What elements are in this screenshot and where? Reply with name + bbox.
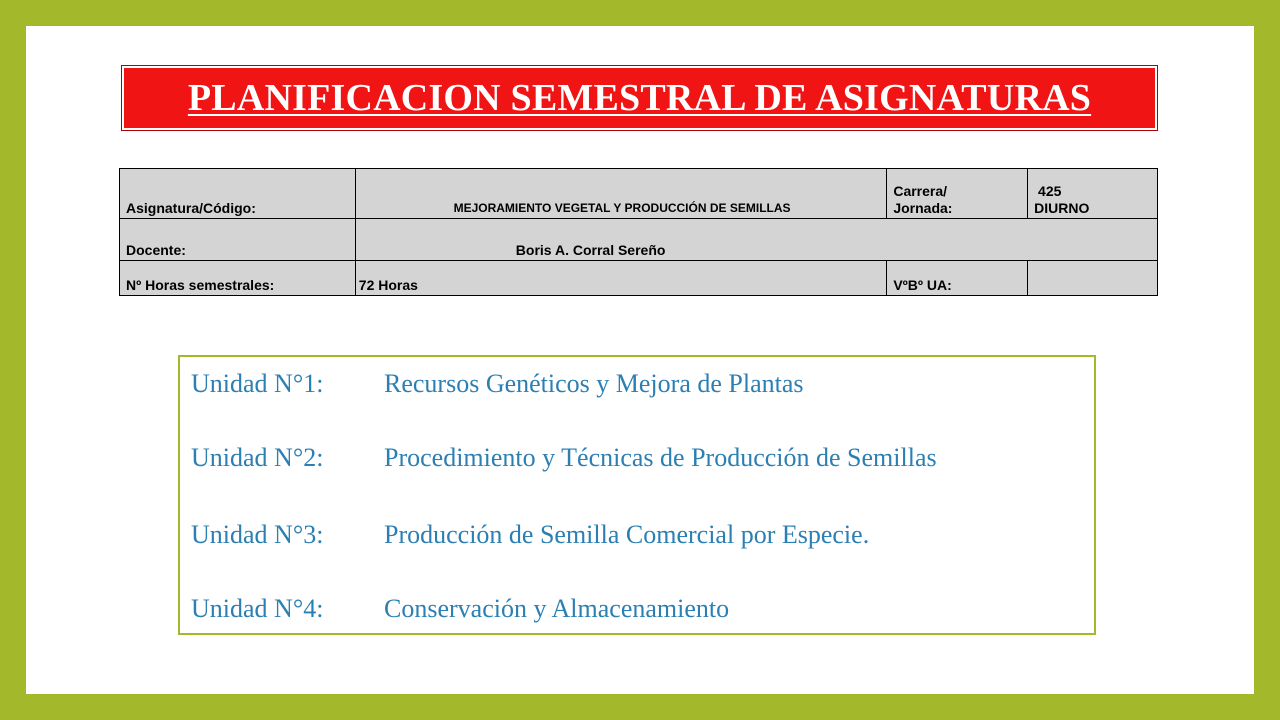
list-item — [191, 369, 804, 399]
vobo-value — [1028, 261, 1158, 296]
docente-name: Boris A. Corral Sereño — [515, 242, 666, 258]
units-list — [178, 355, 1096, 635]
docente-value — [355, 219, 1157, 261]
course-info-table — [119, 168, 1158, 296]
horas-label: Nº Horas semestrales: — [120, 261, 356, 296]
carrera-code: 425 — [1034, 183, 1062, 199]
carrera-label-line1: Carrera/ — [893, 183, 948, 199]
list-item — [191, 594, 729, 624]
horas-value: 72 Horas — [355, 261, 887, 296]
title-banner — [121, 65, 1158, 131]
page-title: PLANIFICACION SEMESTRAL DE ASIGNATURAS — [187, 77, 1092, 119]
unit-number: Unidad N°4: — [191, 594, 324, 623]
unit-name: Procedimiento y Técnicas de Producción de Semillas — [384, 443, 937, 472]
unit-number: Unidad N°2: — [191, 443, 324, 472]
list-item — [191, 520, 869, 550]
asignatura-value: MEJORAMIENTO VEGETAL Y PRODUCCIÓN DE SEMILLAS — [355, 169, 887, 219]
unit-number: Unidad N°3: — [191, 520, 324, 549]
table-row — [120, 169, 1158, 219]
jornada-value: DIURNO — [1034, 200, 1090, 216]
carrera-label — [887, 169, 1028, 219]
slide — [26, 26, 1254, 694]
unit-name: Producción de Semilla Comercial por Especie. — [384, 520, 870, 549]
table-row — [120, 261, 1158, 296]
table-row — [120, 219, 1158, 261]
docente-label: Docente: — [120, 219, 356, 261]
asignatura-label: Asignatura/Código: — [120, 169, 356, 219]
list-item — [191, 443, 937, 473]
unit-name: Recursos Genéticos y Mejora de Plantas — [384, 369, 804, 398]
vobo-label: VºBº UA: — [887, 261, 1028, 296]
unit-number: Unidad N°1: — [191, 369, 324, 398]
carrera-value — [1028, 169, 1158, 219]
carrera-label-line2: Jornada: — [893, 200, 953, 216]
unit-name: Conservación y Almacenamiento — [384, 594, 730, 623]
